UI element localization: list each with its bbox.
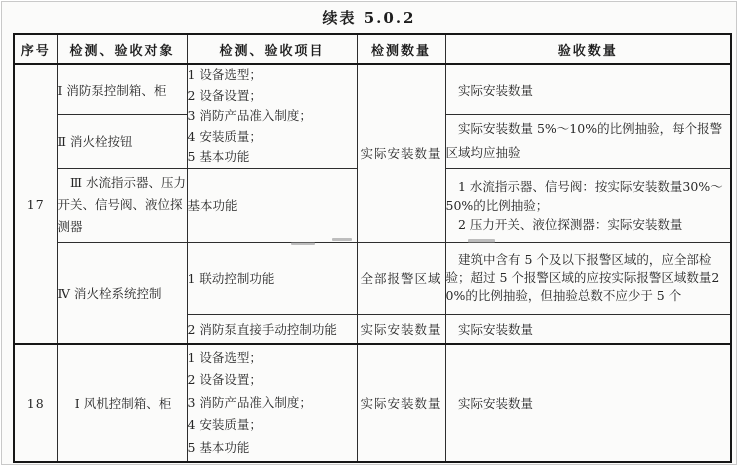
accept-qty-18 [445, 344, 731, 462]
item-line: 5 基本功能 [187, 439, 250, 455]
detect-qty-linkage: 全部报警区域 [357, 242, 445, 314]
accept-text: 实际安装数量 [458, 321, 534, 337]
item-line: 3 消防产品准入制度； [187, 108, 312, 123]
table-header-row [14, 34, 731, 64]
object-hydrant-system-control: Ⅳ 消火栓系统控制 [57, 242, 187, 344]
scan-artifact-dash [291, 242, 315, 245]
detect-qty-manual: 实际安装数量 [357, 314, 445, 344]
seq-cell-18: 18 [14, 344, 57, 462]
accept-text: 2 压力开关、液位探测器：实际安装数量 [458, 216, 683, 232]
scanned-document-page [1, 1, 737, 465]
accept-text: 1 水流指示器、信号阀：按实际安装数量30%～50%的比例抽验； [445, 178, 723, 213]
accept-qty-o1 [445, 64, 731, 115]
object-pump-control-box: Ⅰ 消防泵控制箱、柜 [57, 64, 187, 115]
table-row [14, 64, 731, 115]
item-line: 4 安装质量； [187, 417, 262, 433]
seq-cell-17: 17 [14, 64, 57, 344]
items-list-18 [187, 344, 357, 462]
object-fan-control-box: Ⅰ 风机控制箱、柜 [57, 344, 187, 462]
item-line: 4 安装质量； [187, 128, 262, 144]
accept-text: 实际安装数量 [458, 82, 534, 98]
accept-qty-o2 [445, 115, 731, 168]
acceptance-table [13, 33, 732, 463]
object-flow-indicator-group [57, 168, 187, 242]
object-text: Ⅲ 水流指示器、压力开关、信号阀、液位探测器 [57, 175, 187, 234]
item-line: 1 设备选型； [187, 349, 262, 365]
accept-text: 实际安装数量 5%～10%的比例抽验，每个报警区域均应抽验 [445, 121, 723, 161]
accept-qty-linkage [445, 242, 731, 314]
table-row [14, 344, 731, 462]
item-line: 1 设备选型； [187, 67, 262, 82]
item-line: 5 基本功能 [187, 149, 250, 164]
item-line: 2 设备设置； [187, 372, 262, 388]
item-basic-function: 基本功能 [187, 168, 357, 242]
table-title: 续表 5.0.2 [322, 9, 416, 27]
item-line: 3 消防产品准入制度； [187, 394, 312, 410]
accept-text: 实际安装数量 [458, 396, 534, 411]
accept-text: 建筑中含有 5 个及以下报警区域的，应全部检验；超过 5 个报警区域的应按实际报警区域数量20%的比例抽验，但抽验总数不应少于 5 个 [445, 252, 720, 303]
scan-artifact-dash [468, 239, 495, 243]
header-detect-qty: 检测数量 [357, 34, 445, 64]
item-manual-control: 2 消防泵直接手动控制功能 [187, 314, 357, 344]
items-list-17 [187, 64, 357, 168]
header-item: 检测、验收项目 [187, 34, 357, 64]
scan-artifact-dash [332, 238, 352, 241]
table-row [14, 242, 731, 314]
object-hydrant-button: Ⅱ 消火栓按钮 [57, 115, 187, 168]
item-linkage-control: 1 联动控制功能 [187, 242, 357, 314]
header-seq: 序号 [14, 34, 57, 64]
accept-qty-o3 [445, 168, 731, 242]
accept-qty-manual [445, 314, 731, 344]
header-object: 检测、验收对象 [57, 34, 187, 64]
item-line: 2 设备设置； [187, 87, 262, 103]
header-accept-qty: 验收数量 [445, 34, 731, 64]
detect-qty-main: 实际安装数量 [357, 64, 445, 242]
detect-qty-18: 实际安装数量 [357, 344, 445, 462]
